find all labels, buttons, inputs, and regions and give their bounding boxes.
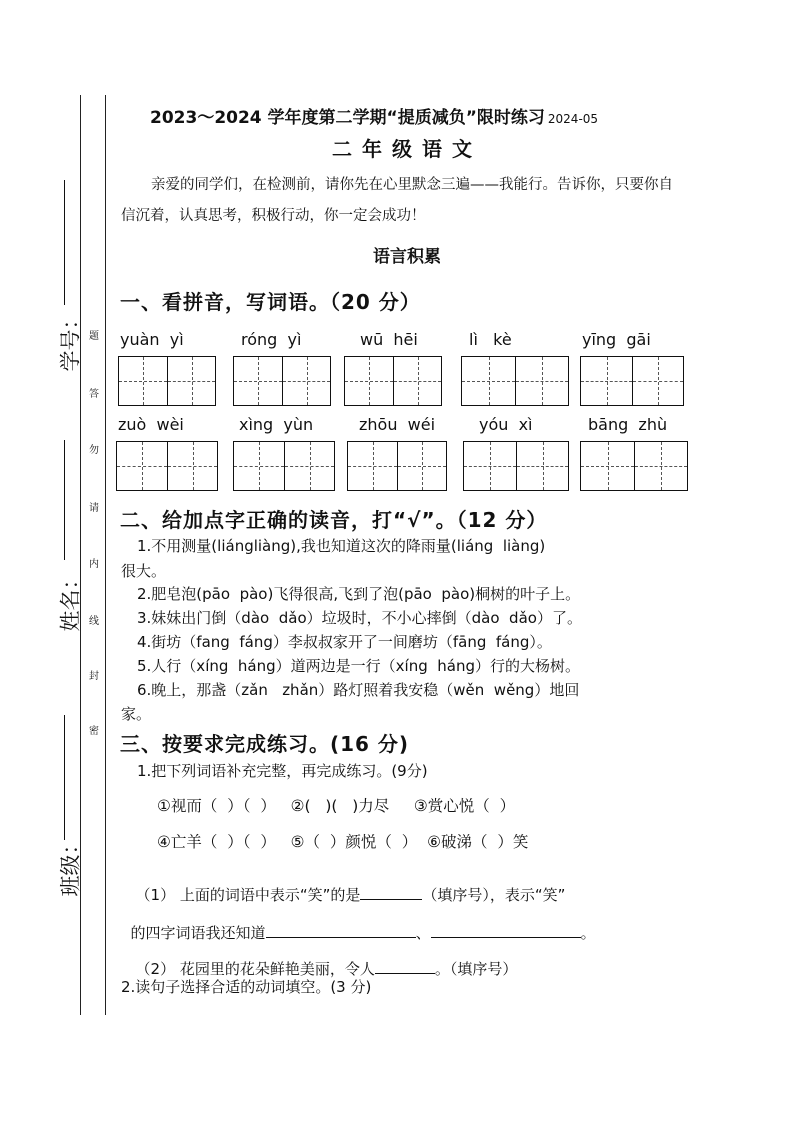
q2-item-6-cont: 家。 (121, 705, 152, 723)
q3-part1-text-c: 的四字词语我还知道 (130, 924, 266, 942)
q3-part2-text-b: 。（填序号） (434, 960, 518, 978)
writing-boxes[interactable] (116, 441, 218, 491)
pinyin-text: róng yì (241, 330, 302, 349)
q3-part1-sep: 、 (415, 924, 431, 942)
answer-blank[interactable] (431, 923, 581, 938)
seal-char: 勿 (89, 445, 99, 456)
exam-date: 2024-05 (547, 112, 599, 126)
exam-title (150, 103, 598, 128)
q2-item-5: 5.人行（xíng háng）道两边是一行（xíng háng）行的大杨树。 (137, 657, 580, 675)
seal-char: 内 (89, 559, 99, 570)
q1-heading: 一、看拼音，写词语。（20 分） (120, 290, 421, 314)
writing-boxes[interactable] (118, 356, 216, 406)
seal-char: 答 (89, 389, 99, 400)
q2-item-1-cont: 很大。 (121, 562, 167, 580)
q3-idioms-row2: ④亡羊（ ）（ ） ⑤（ ）颜悦（ ） ⑥破涕（ ）笑 (157, 833, 529, 851)
q3-part1-line2 (121, 904, 596, 943)
answer-blank[interactable] (375, 959, 435, 974)
exam-subtitle: 二年级语文 (332, 137, 482, 161)
q3-idioms-row1: ①视而（ ）（ ） ②( )( )力尽 ③赏心悦（ ） (157, 797, 516, 815)
writing-boxes[interactable] (347, 441, 447, 491)
q3-sub2: 2.读句子选择合适的动词填空。(3 分) (121, 978, 372, 996)
pinyin-text: bāng zhù (588, 415, 668, 434)
q2-item-4: 4.街坊（fang fáng）李叔叔家开了一间磨坊（fāng fáng）。 (137, 633, 552, 651)
pinyin-text: yóu xì (479, 415, 533, 434)
class-blank (64, 715, 66, 840)
section-title: 语言积累 (373, 247, 441, 267)
class-label: 班级： (58, 833, 83, 897)
intro-paragraph: 亲爱的同学们，在检测前，请你先在心里默念三遍——我能行。告诉你，只要你自信沉着，认真思考，积极行动，你一定会成功！ (121, 177, 673, 224)
pinyin-text: zhōu wéi (359, 415, 436, 434)
student-no-label: 学号： (58, 308, 83, 372)
pinyin-text: yuàn yì (120, 330, 184, 349)
q3-heading: 三、按要求完成练习。(16 分) (120, 732, 410, 756)
seal-char: 请 (89, 503, 99, 514)
writing-boxes[interactable] (461, 356, 569, 406)
writing-boxes[interactable] (580, 441, 688, 491)
answer-blank[interactable] (266, 923, 416, 938)
writing-boxes[interactable] (233, 441, 335, 491)
name-label: 姓名： (58, 568, 83, 632)
q3-part1-text-b: （填序号），表示“笑” (422, 886, 566, 904)
q2-item-6: 6.晚上，那盏（zǎn zhǎn）路灯照着我安稳（wěn wěng）地回 (137, 681, 580, 699)
pinyin-text: yīng gāi (582, 330, 651, 349)
name-blank (64, 440, 66, 560)
q3-part2-line (126, 940, 517, 979)
pinyin-text: xìng yùn (239, 415, 314, 434)
q3-part1-text-a: （1） 上面的词语中表示“笑”的是 (135, 886, 361, 904)
q3-part2-text-a: （2） 花园里的花朵鲜艳美丽，令人 (135, 960, 375, 978)
seal-char: 题 (89, 331, 99, 342)
binding-line-inner (105, 95, 106, 1015)
pinyin-text: wū hēi (360, 330, 418, 349)
writing-boxes[interactable] (233, 356, 331, 406)
pinyin-text: lì kè (469, 330, 512, 349)
pinyin-text: zuò wèi (118, 415, 184, 434)
seal-char: 密 (89, 726, 99, 737)
writing-boxes[interactable] (344, 356, 442, 406)
q2-heading: 二、给加点字正确的读音，打“√”。（12 分） (120, 508, 548, 532)
q2-item-2: 2.肥皂泡(pāo pào)飞得很高,飞到了泡(pāo pào)桐树的叶子上。 (137, 585, 581, 603)
q3-part1-end: 。 (580, 924, 596, 942)
seal-char: 封 (89, 671, 99, 682)
exam-title-text: 2023～2024 学年度第二学期“提质减负”限时练习 (150, 108, 545, 128)
q3-sub1: 1.把下列词语补充完整，再完成练习。(9分) (137, 762, 428, 780)
writing-boxes[interactable] (463, 441, 569, 491)
q2-item-1: 1.不用测量(liángliàng),我也知道这次的降雨量(liáng liàng) (137, 537, 546, 555)
writing-boxes[interactable] (580, 356, 684, 406)
q2-item-3: 3.妹妹出门倒（dào dǎo）垃圾时，不小心摔倒（dào dǎo）了。 (137, 609, 582, 627)
answer-blank[interactable] (360, 885, 422, 900)
seal-char: 线 (89, 616, 99, 627)
q3-part1-line1 (126, 866, 565, 905)
